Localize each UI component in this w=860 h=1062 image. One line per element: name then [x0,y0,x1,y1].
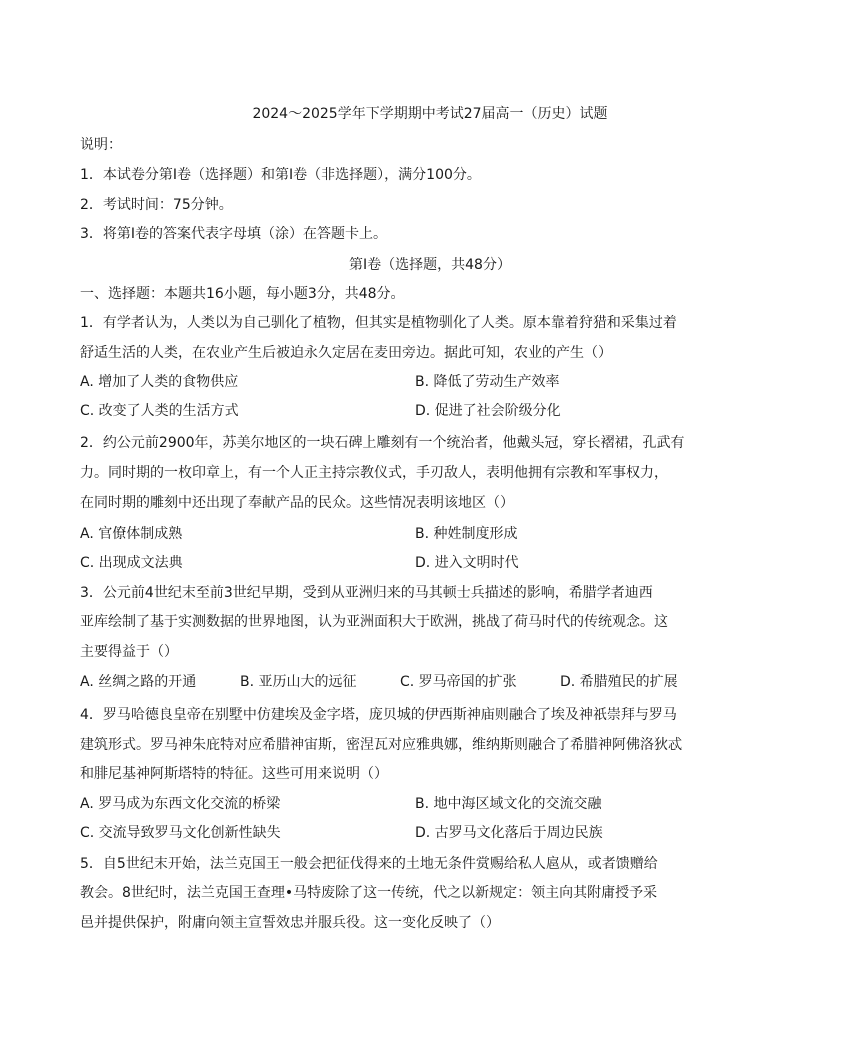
option-c: C. 出现成文法典 [80,555,183,571]
instruction-item: 3．将第I卷的答案代表字母填（涂）在答题卡上。 [80,226,388,242]
question-text: 教会。8世纪时，法兰克国王查理•马特废除了这一传统，代之以新规定：领主向其附庸授予采 [80,885,658,901]
option-c: C. 罗马帝国的扩张 [400,674,517,690]
option-a: A. 丝绸之路的开通 [80,674,197,690]
question-text: 在同时期的雕刻中还出现了奉献产品的民众。这些情况表明该地区（） [80,495,514,511]
instruction-item: 2．考试时间：75分钟。 [80,197,233,213]
section-title: 第I卷（选择题，共48分） [349,257,511,273]
part-heading: 一、选择题：本题共16小题，每小题3分，共48分。 [80,286,405,302]
question-text: 5．自5世纪末开始，法兰克国王一般会把征伐得来的土地无条件赏赐给私人扈从，或者馈赠给 [80,856,658,872]
question-text: 和腓尼基神阿斯塔特的特征。这些可用来说明（） [80,766,388,782]
option-b: B. 亚历山大的远征 [240,674,357,690]
question-text: 2．约公元前2900年，苏美尔地区的一块石碑上雕刻有一个统治者，他戴头冠，穿长褶裙，孔武有 [80,435,685,451]
option-d: D. 促进了社会阶级分化 [415,403,561,419]
question-text: 建筑形式。罗马神朱庇特对应希腊神宙斯，密涅瓦对应雅典娜，维纳斯则融合了希腊神阿佛洛狄忒 [80,737,682,753]
question-text: 舒适生活的人类，在农业产生后被迫永久定居在麦田旁边。据此可知，农业的产生（） [80,345,612,361]
option-a: A. 增加了人类的食物供应 [80,374,239,390]
exam-title: 2024～2025学年下学期期中考试27届高一（历史）试题 [252,106,608,122]
question-text: 邑并提供保护，附庸向领主宣誓效忠并服兵役。这一变化反映了（） [80,915,500,931]
question-text: 1．有学者认为，人类以为自己驯化了植物，但其实是植物驯化了人类。原本靠着狩猎和采集过着 [80,315,677,331]
option-d: D. 进入文明时代 [415,555,519,571]
question-text: 4．罗马哈德良皇帝在别墅中仿建埃及金字塔，庞贝城的伊西斯神庙则融合了埃及神祇崇拜与罗马 [80,707,677,723]
option-a: A. 罗马成为东西文化交流的桥梁 [80,796,281,812]
option-d: D. 古罗马文化落后于周边民族 [415,825,603,841]
option-a: A. 官僚体制成熟 [80,526,183,542]
option-b: B. 种姓制度形成 [415,526,518,542]
option-b: B. 地中海区域文化的交流交融 [415,796,602,812]
question-text: 主要得益于（） [80,644,178,660]
question-text: 亚库绘制了基于实测数据的世界地图，认为亚洲面积大于欧洲，挑战了荷马时代的传统观念。这 [80,614,668,630]
question-text: 3．公元前4世纪末至前3世纪早期，受到从亚洲归来的马其顿士兵描述的影响，希腊学者迪西 [80,585,653,601]
option-c: C. 改变了人类的生活方式 [80,403,239,419]
instruction-item: 1．本试卷分第I卷（选择题）和第I卷（非选择题），满分100分。 [80,167,481,183]
option-c: C. 交流导致罗马文化创新性缺失 [80,825,281,841]
instructions-heading: 说明： [80,137,122,153]
option-b: B. 降低了劳动生产效率 [415,374,560,390]
option-d: D. 希腊殖民的扩展 [560,674,678,690]
question-text: 力。同时期的一枚印章上，有一个人正主持宗教仪式，手刃敌人，表明他拥有宗教和军事权力， [80,465,668,481]
